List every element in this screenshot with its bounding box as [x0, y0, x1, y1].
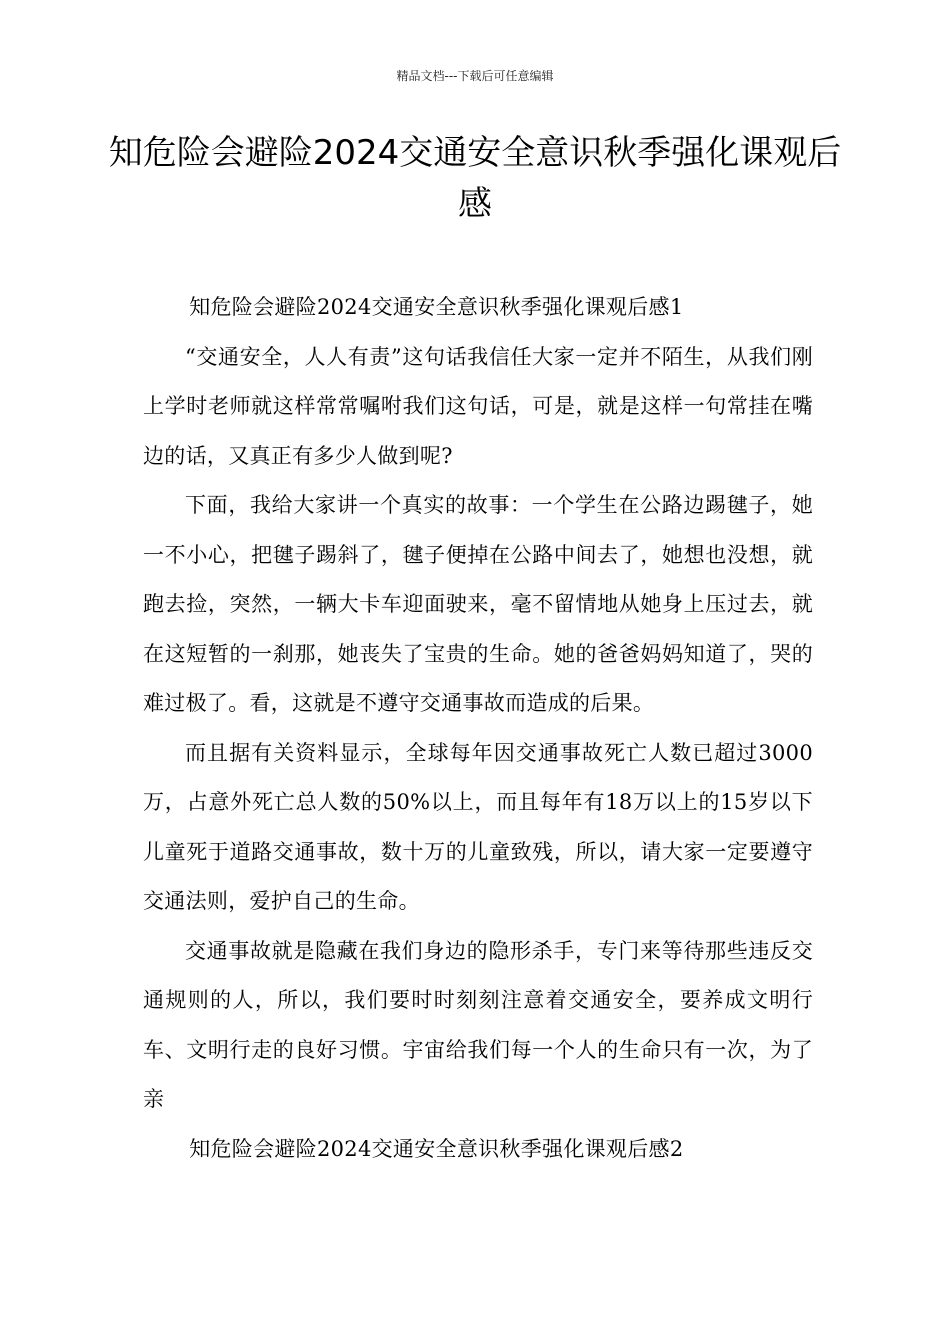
paragraph: 交通事故就是隐藏在我们身边的隐形杀手，专门来等待那些违反交通规则的人，所以，我们要时时刻刻注意着交通安全，要养成文明行车、文明行走的良好习惯。宇宙给我们每一个人的生命只有一次，为了亲 — [143, 938, 813, 1111]
section-heading-1: 知危险会避险2024交通安全意识秋季强化课观后感1 — [189, 295, 684, 319]
paragraph: 下面，我给大家讲一个真实的故事：一个学生在公路边踢毽子，她一不小心，把毽子踢斜了，毽子便掉在公路中间去了，她想也没想，就跑去捡，突然，一辆大卡车迎面驶来，毫不留情地从她身上压过去，就在这短暂的一刹那，她丧失了宝贵的生命。她的爸爸妈妈知道了，哭的难过极了。看，这就是不遵守交通事故而造成的后果。 — [143, 493, 813, 715]
paragraph: “交通安全，人人有责”这句话我信任大家一定并不陌生，从我们刚上学时老师就这样常常嘱咐我们这句话，可是，就是这样一句常挂在嘴边的话，又真正有多少人做到呢? — [143, 344, 813, 468]
document-body — [143, 283, 813, 1174]
paragraph: 而且据有关资料显示，全球每年因交通事故死亡人数已超过3000万，占意外死亡总人数的50%以上，而且每年有18万以上的15岁以下儿童死于道路交通事故，数十万的儿童致残，所以，请大家一定要遵守交通法则，爱护自己的生命。 — [143, 740, 813, 913]
document-title: 知危险会避险2024交通安全意识秋季强化课观后感 — [108, 133, 842, 224]
section-heading-2: 知危险会避险2024交通安全意识秋季强化课观后感2 — [189, 1136, 684, 1161]
header-note: 精品文档---下载后可任意编辑 — [396, 69, 554, 83]
